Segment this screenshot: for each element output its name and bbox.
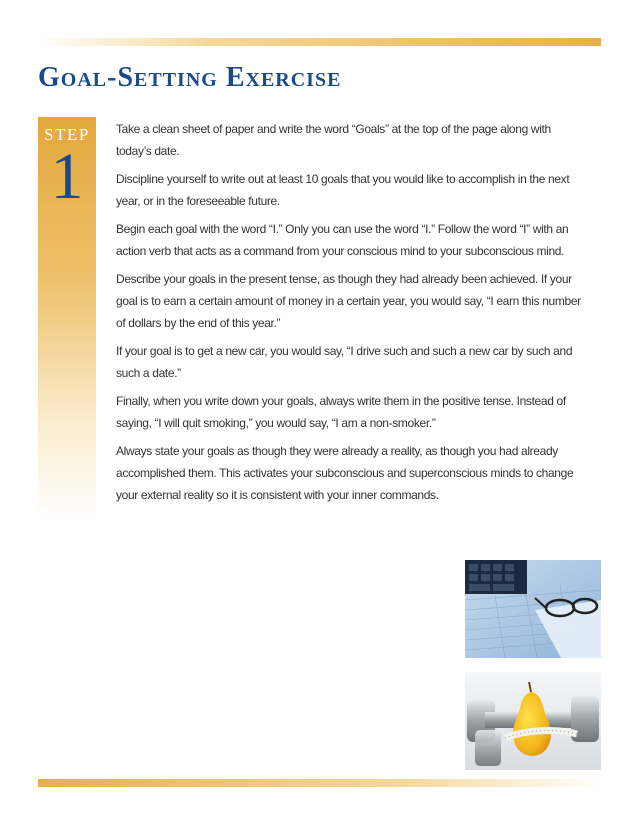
fitness-photo: [465, 672, 601, 770]
paragraph: If your goal is to get a new car, you would say, “I drive such and such a new car by such and such a date.”: [116, 344, 573, 380]
step-sidebar: [38, 117, 96, 517]
paragraph: Finally, when you write down your goals, always write them in the positive tense. Instead of saying, “I will quit smoking,” you would say, “I am a non-smoker.”: [116, 394, 566, 430]
finance-photo: [465, 560, 601, 658]
page-title: Goal-Setting Exercise: [38, 62, 342, 93]
paragraph: Take a clean sheet of paper and write the word “Goals” at the top of the page along with today’s date.: [116, 122, 551, 158]
top-decorative-bar: [38, 38, 601, 46]
instructions-body: [116, 118, 582, 512]
step-label: STEP: [44, 125, 90, 144]
paragraph: Discipline yourself to write out at least 10 goals that you would like to accomplish in the next year, or in the foreseeable future.: [116, 172, 570, 208]
bottom-decorative-bar: [38, 779, 601, 787]
paragraph: Begin each goal with the word “I.” Only you can use the word “I.” Follow the word “I” with an action verb that acts as a command from your conscious mind to your subconscious mind.: [116, 222, 569, 258]
step-number: 1: [50, 140, 84, 213]
paragraph: Describe your goals in the present tense, as though they had already been achieved. If your goal is to earn a certain amount of money in a certain year, you would say, “I earn this number of dollars by the end of this year.”: [116, 272, 581, 330]
paragraph: Always state your goals as though they were already a reality, as though you had already accomplished them. This activates your subconscious and superconscious minds to change your external reality so it is consistent with your inner commands.: [116, 444, 574, 502]
